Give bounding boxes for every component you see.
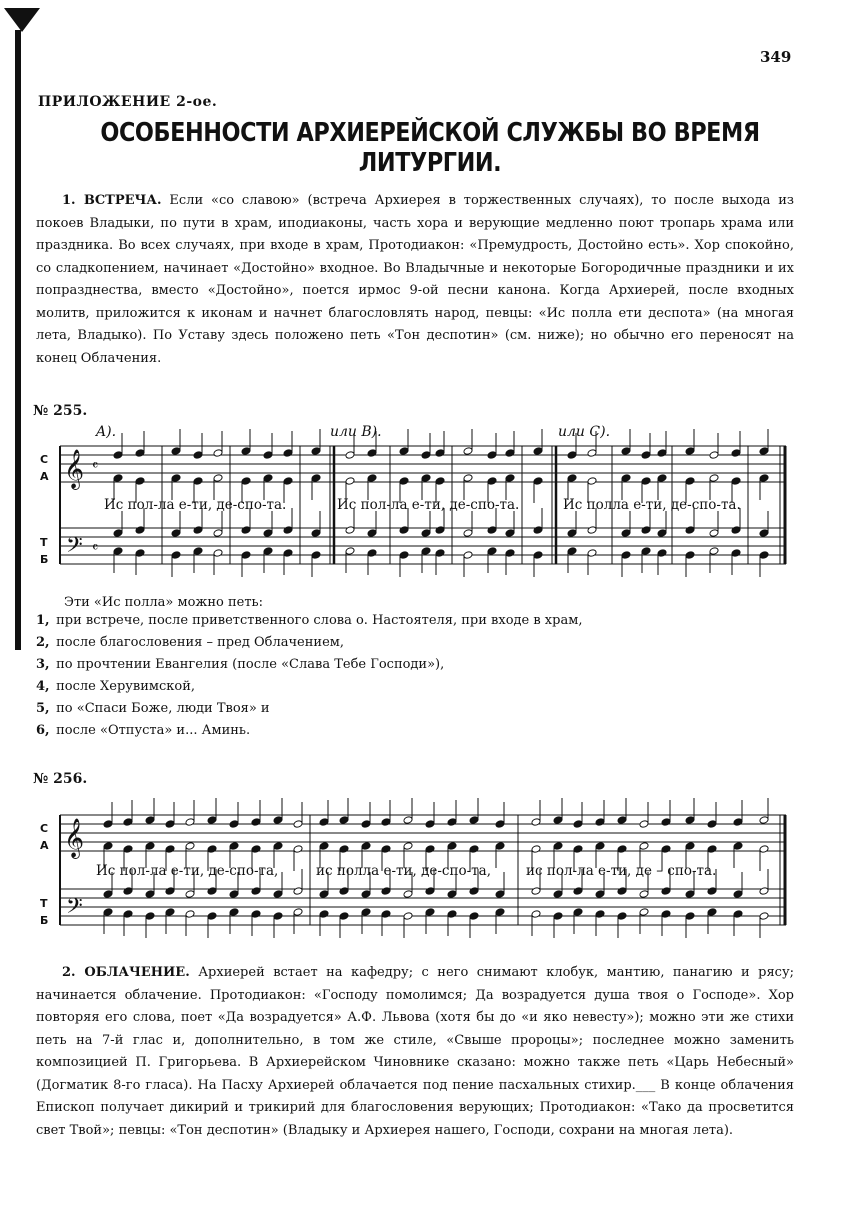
note-head (207, 887, 217, 896)
note-head (531, 887, 541, 896)
note-head (123, 818, 133, 827)
section-2-text: Архиерей встает на кафедру; с него снимают клобук, мантию, панагию и рясу; начинается облачение. Протодиакон: «Господу помолимся; Да возрадуется душа твоя о Господе». Хор повторяя его слова, поет «Да возрадуется» А.Ф. Львова (хотя бы до «и яко невесту»); можно эти же стихи петь на 7-й глас и, дополнительно, в том же стиле, «Свыше пророцы»; последнее можно заменить композицией П. Григорьева. В Архиерейском Чиновнике сказано: можно также петь «Царь Небесный» (Догматик 8-го гласа). На Пасху Архиерей облачается под пение пасхальных стихир.___ В конце облачения Епископ получает дикирий и трикирий для благословения верующих; Протодиакон: «Тако да просветится свет Твой»; певцы: «Тон деспотин» (Владыку и Архиерея нашего, Господи, сохрани на многая лета). (36, 965, 794, 1138)
list-item: 5, по «Спаси Боже, люди Твоя» и (36, 701, 270, 716)
section-1-text: Если «со славою» (встреча Архиерея в торжественных случаях), то после выхода из покоев Владыки, по пути в храм, иподиаконы, часть хора и верующие медленно поют тропарь храма или праздника. Во всех случаях, при входе в храм, Протодиакон: «Премудрость, Достойно есть». Хор спокойно, со сладкопением, начинает «Достойно» входное. Во Владычные и некоторые Богородичные праздники и их попразднества, вместо «Достойно», поется ирмос 9-ой песни канона. Когда Архиерей, после входных молитв, приложится к иконам и начнет благословлять народ, певцы: «Ис полла ети деспота» (на многая лета, Владыко). По Уставу здесь положено петь «Тон деспотин» (см. ниже); но обычно его переносят на конец Облачения. (36, 193, 794, 366)
note-head (661, 818, 671, 827)
note-head (103, 842, 113, 851)
note-head (361, 842, 371, 851)
uses-intro: Эти «Ис полла» можно петь: (64, 595, 264, 610)
note-head (733, 910, 743, 919)
note-head (145, 842, 155, 851)
note-head (165, 845, 175, 854)
note-head (207, 845, 217, 854)
note-head (685, 842, 695, 851)
note-head (339, 887, 349, 896)
variant-b-mark: или B). (330, 424, 382, 440)
note-head (707, 908, 717, 917)
note-head (495, 842, 505, 851)
voice-label-alto: А (40, 470, 49, 483)
voice-label-soprano: С (40, 822, 49, 835)
note-head (381, 910, 391, 919)
note-head (319, 818, 329, 827)
note-head (759, 816, 769, 825)
note-head (495, 820, 505, 829)
note-head (425, 820, 435, 829)
list-item: 3, по прочтении Евангелия (после «Слава Тебе Господи»), (36, 657, 445, 672)
note-head (361, 820, 371, 829)
note-head (251, 818, 261, 827)
lyrics-255-c: Ис полла е-ти, де-спо-та. (563, 497, 741, 513)
note-head (185, 842, 195, 851)
note-head (293, 845, 303, 854)
note-head (229, 842, 239, 851)
note-head (531, 845, 541, 854)
note-head (381, 818, 391, 827)
note-head (685, 816, 695, 825)
note-head (733, 842, 743, 851)
note-head (145, 890, 155, 899)
note-head (425, 887, 435, 896)
note-head (425, 845, 435, 854)
note-head (469, 845, 479, 854)
list-item: 6, после «Отпуста» и... Аминь. (36, 723, 251, 738)
note-head (123, 887, 133, 896)
note-head (469, 816, 479, 825)
note-head (553, 912, 563, 921)
time-signature-icon: 𝄴 (92, 540, 99, 556)
appendix-label: ПРИЛОЖЕНИЕ 2-ое. (38, 94, 218, 110)
note-head (103, 890, 113, 899)
lyrics-255-b: Ис пол-ла е-ти, де-спо-та. (337, 497, 520, 513)
treble-clef-icon: 𝄞 (64, 449, 85, 489)
note-head (319, 842, 329, 851)
note-head (381, 845, 391, 854)
note-head (381, 887, 391, 896)
note-head (733, 818, 743, 827)
note-head (293, 820, 303, 829)
staff-256-upper (60, 815, 786, 851)
note-head (617, 845, 627, 854)
note-head (403, 816, 413, 825)
note-head (273, 842, 283, 851)
note-head (185, 910, 195, 919)
note-head (617, 912, 627, 921)
note-head (759, 912, 769, 921)
bass-clef-icon: 𝄢 (66, 894, 83, 924)
note-head (707, 845, 717, 854)
note-head (595, 890, 605, 899)
note-head (207, 912, 217, 921)
treble-clef-icon: 𝄞 (64, 818, 85, 858)
note-head (447, 818, 457, 827)
note-head (403, 890, 413, 899)
note-head (531, 818, 541, 827)
note-head (495, 908, 505, 917)
time-signature-icon: 𝄴 (92, 458, 99, 474)
bass-clef-icon: 𝄢 (66, 533, 83, 563)
note-head (759, 887, 769, 896)
note-head (685, 890, 695, 899)
note-head (447, 890, 457, 899)
note-head (165, 820, 175, 829)
lyrics-256-a: Ис пол-ла е-ти, де-спо-та, (96, 863, 279, 879)
note-head (319, 910, 329, 919)
note-head (339, 912, 349, 921)
note-head (123, 910, 133, 919)
note-head (145, 816, 155, 825)
example-256-number: № 256. (33, 771, 88, 787)
note-head (553, 816, 563, 825)
note-head (273, 816, 283, 825)
note-head (685, 912, 695, 921)
note-head (273, 890, 283, 899)
note-head (595, 842, 605, 851)
variant-a-mark: A). (96, 424, 117, 440)
lyrics-255-a: Ис пол-ла е-ти, де-спо-та. (104, 497, 287, 513)
voice-label-tenor: Т (40, 536, 48, 549)
note-head (103, 820, 113, 829)
note-head (425, 908, 435, 917)
section-2-paragraph (36, 962, 794, 1142)
note-head (759, 845, 769, 854)
note-head (469, 912, 479, 921)
lyrics-256-b: ис полла е-ти, де-спо-та, (316, 863, 491, 879)
note-head (639, 842, 649, 851)
note-head (185, 818, 195, 827)
note-head (573, 908, 583, 917)
note-head (639, 908, 649, 917)
voice-label-tenor: Т (40, 897, 48, 910)
note-head (165, 887, 175, 896)
note-head (531, 910, 541, 919)
note-head (361, 908, 371, 917)
note-head (447, 910, 457, 919)
variant-c-mark: или C). (558, 424, 611, 440)
note-head (251, 887, 261, 896)
note-head (293, 887, 303, 896)
note-head (361, 890, 371, 899)
note-head (229, 820, 239, 829)
list-item: 2, после благословения – пред Облачением, (36, 635, 345, 650)
note-head (617, 887, 627, 896)
note-head (403, 842, 413, 851)
note-head (573, 845, 583, 854)
note-head (573, 887, 583, 896)
voice-label-soprano: С (40, 453, 49, 466)
note-head (661, 887, 671, 896)
note-head (595, 818, 605, 827)
note-head (553, 890, 563, 899)
note-head (707, 820, 717, 829)
lyrics-256-c: ис пол-ла е-ти, де – спо-та. (526, 863, 717, 879)
note-head (469, 887, 479, 896)
note-head (319, 890, 329, 899)
note-head (251, 910, 261, 919)
list-item: 4, после Херувимской, (36, 679, 196, 694)
note-head (229, 890, 239, 899)
section-2-heading: 2. ОБЛАЧЕНИЕ. (62, 965, 190, 980)
note-head (595, 910, 605, 919)
note-head (639, 890, 649, 899)
note-head (573, 820, 583, 829)
note-head (733, 890, 743, 899)
note-head (553, 842, 563, 851)
note-head (339, 845, 349, 854)
note-head (145, 912, 155, 921)
note-head (639, 820, 649, 829)
voice-label-bass: Б (40, 553, 49, 566)
voice-label-bass: Б (40, 914, 49, 927)
section-1-heading: 1. ВСТРЕЧА. (62, 193, 162, 208)
note-head (339, 816, 349, 825)
voice-label-alto: А (40, 839, 49, 852)
note-head (273, 912, 283, 921)
list-item: 1, при встрече, после приветственного слова о. Настоятеля, при входе в храм, (36, 613, 583, 628)
note-head (185, 890, 195, 899)
note-head (661, 910, 671, 919)
page-title: ОСОБЕННОСТИ АРХИЕРЕЙСКОЙ СЛУЖБЫ ВО ВРЕМЯ ЛИТУРГИИ. (100, 118, 760, 178)
note-head (707, 887, 717, 896)
note-head (661, 845, 671, 854)
note-head (403, 912, 413, 921)
note-head (495, 890, 505, 899)
example-255-number: № 255. (33, 403, 88, 419)
note-head (617, 816, 627, 825)
note-head (229, 908, 239, 917)
note-head (293, 908, 303, 917)
note-head (251, 845, 261, 854)
note-head (165, 908, 175, 917)
note-head (103, 908, 113, 917)
page-number: 349 (760, 48, 792, 66)
note-head (207, 816, 217, 825)
note-head (123, 845, 133, 854)
note-head (447, 842, 457, 851)
